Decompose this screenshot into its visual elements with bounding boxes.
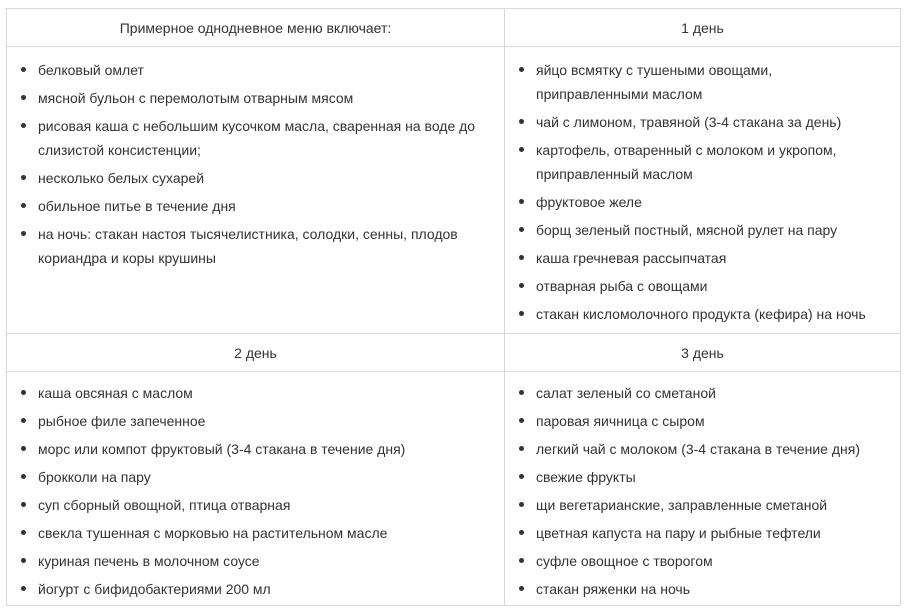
day-3-list: [505, 372, 900, 601]
body-row-1: [7, 47, 901, 334]
header-row-1: [7, 9, 901, 47]
header-day-2: 2 день: [7, 334, 505, 372]
day-1-list: [505, 47, 900, 326]
list-item: фруктовое желе: [517, 190, 886, 214]
general-menu-list: [7, 47, 504, 270]
header-general-menu: Примерное однодневное меню включает:: [7, 9, 505, 47]
list-item: легкий чай с молоком (3-4 стакана в течение дня): [517, 437, 886, 461]
list-item: стакан кисломолочного продукта (кефира) на ночь: [517, 302, 886, 326]
list-item: чай с лимоном, травяной (3-4 стакана за день): [517, 110, 886, 134]
list-item: морс или компот фруктовый (3-4 стакана в течение дня): [19, 437, 490, 461]
list-item: суп сборный овощной, птица отварная: [19, 493, 490, 517]
header-day-3: 3 день: [505, 334, 901, 372]
header-day-1: 1 день: [505, 9, 901, 47]
body-row-2: [7, 372, 901, 606]
list-item: цветная капуста на пару и рыбные тефтели: [517, 521, 886, 545]
list-item: салат зеленый со сметаной: [517, 381, 886, 405]
menu-table: [6, 8, 901, 606]
day-2-cell: [7, 372, 505, 606]
list-item: борщ зеленый постный, мясной рулет на пару: [517, 218, 886, 242]
list-item: йогурт с бифидобактериями 200 мл: [19, 577, 490, 601]
list-item: щи вегетарианские, заправленные сметаной: [517, 493, 886, 517]
list-item: на ночь: стакан настоя тысячелистника, солодки, сенны, плодов кориандра и коры крушины: [19, 222, 490, 270]
list-item: несколько белых сухарей: [19, 166, 490, 190]
list-item: рисовая каша с небольшим кусочком масла, сваренная на воде до слизистой консистенции;: [19, 114, 490, 162]
list-item: суфле овощное с творогом: [517, 549, 886, 573]
list-item: рыбное филе запеченное: [19, 409, 490, 433]
list-item: каша овсяная с маслом: [19, 381, 490, 405]
list-item: обильное питье в течение дня: [19, 194, 490, 218]
list-item: картофель, отваренный с молоком и укропом, приправленный маслом: [517, 138, 886, 186]
list-item: яйцо всмятку с тушеными овощами, приправленными маслом: [517, 58, 886, 106]
list-item: каша гречневая рассыпчатая: [517, 246, 886, 270]
list-item: свекла тушенная с морковью на растительном масле: [19, 521, 490, 545]
day-2-list: [7, 372, 504, 601]
list-item: стакан ряженки на ночь: [517, 577, 886, 601]
list-item: отварная рыба с овощами: [517, 274, 886, 298]
list-item: белковый омлет: [19, 58, 490, 82]
day-3-cell: [505, 372, 901, 606]
general-menu-cell: [7, 47, 505, 334]
list-item: брокколи на пару: [19, 465, 490, 489]
header-row-2: [7, 334, 901, 372]
list-item: куриная печень в молочном соусе: [19, 549, 490, 573]
list-item: мясной бульон с перемолотым отварным мясом: [19, 86, 490, 110]
day-1-cell: [505, 47, 901, 334]
list-item: свежие фрукты: [517, 465, 886, 489]
list-item: паровая яичница с сыром: [517, 409, 886, 433]
